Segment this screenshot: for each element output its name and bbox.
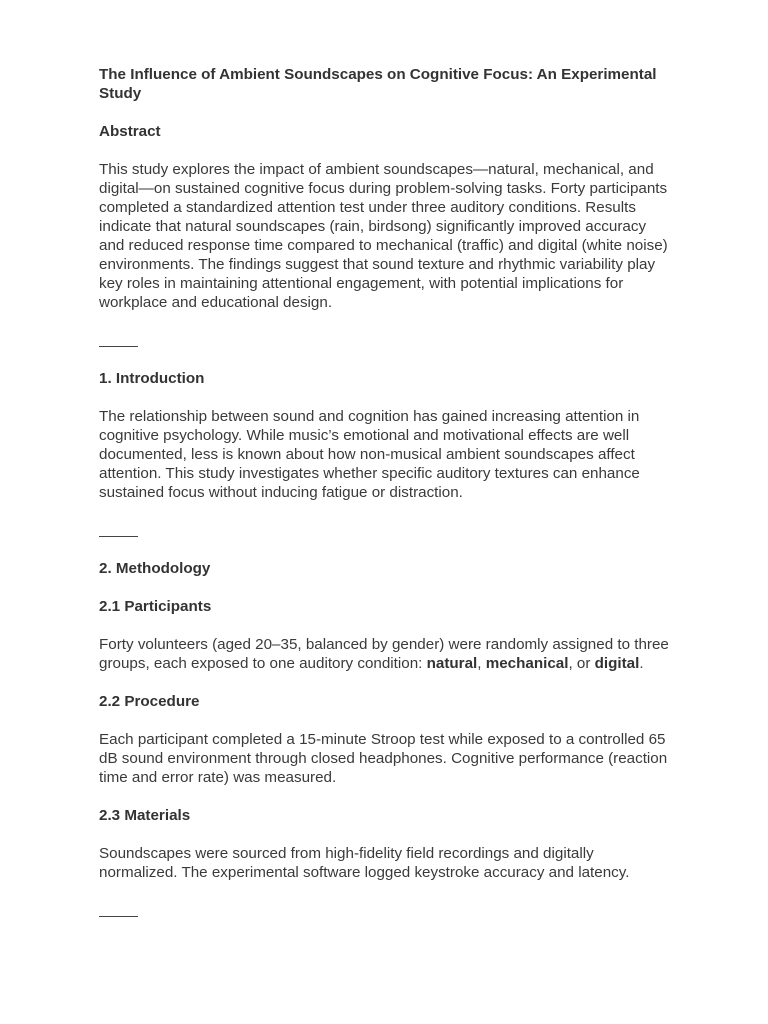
methodology-heading: 2. Methodology	[99, 560, 211, 577]
materials-text: Soundscapes were sourced from high-fidelity field recordings and digitally normalized. The experimental software logged keystroke accuracy and latency.	[99, 845, 630, 881]
condition-mechanical: mechanical	[485, 655, 569, 672]
materials-heading: 2.3 Materials	[99, 807, 191, 824]
separator: , or	[568, 655, 595, 672]
condition-natural: natural	[426, 655, 478, 672]
participants-text	[99, 635, 675, 673]
abstract-text: This study explores the impact of ambient soundscapes—natural, mechanical, and digital—on sustained cognitive focus during problem-solving tasks. Forty participants completed a standardized attention test under three auditory conditions. Results indicate that natural soundscapes (rain, birdsong) significantly improved accuracy and reduced response time compared to mechanical (traffic) and digital (white noise) environments. The findings suggest that sound texture and rhythmic variability play key roles in maintaining attentional engagement, with potential implications for workplace and educational design.	[99, 161, 668, 311]
section-divider	[99, 521, 675, 540]
separator: ,	[477, 655, 486, 672]
document-body	[99, 65, 675, 920]
procedure-text: Each participant completed a 15-minute Stroop test while exposed to a controlled 65 dB sound environment through closed headphones. Cognitive performance (reaction time and error rate) was measured.	[99, 731, 668, 786]
introduction-heading: 1. Introduction	[99, 370, 205, 387]
condition-digital: digital	[594, 655, 640, 672]
section-divider	[99, 331, 675, 350]
paper-title: The Influence of Ambient Soundscapes on Cognitive Focus: An Experimental Study	[99, 66, 657, 102]
introduction-text: The relationship between sound and cognition has gained increasing attention in cognitive psychology. While music’s emotional and motivational effects are well documented, less is known about how non-musical ambient soundscapes affect attention. This study investigates whether specific auditory textures can enhance sustained focus without inducing fatigue or distraction.	[99, 408, 640, 501]
participants-heading: 2.1 Participants	[99, 598, 212, 615]
period: .	[639, 655, 644, 672]
abstract-heading: Abstract	[99, 123, 161, 140]
procedure-heading: 2.2 Procedure	[99, 693, 200, 710]
participants-text-before: Forty volunteers (aged 20–35, balanced by gender) were randomly assigned to three groups, each exposed to one auditory condition:	[99, 636, 669, 672]
section-divider	[99, 901, 675, 920]
